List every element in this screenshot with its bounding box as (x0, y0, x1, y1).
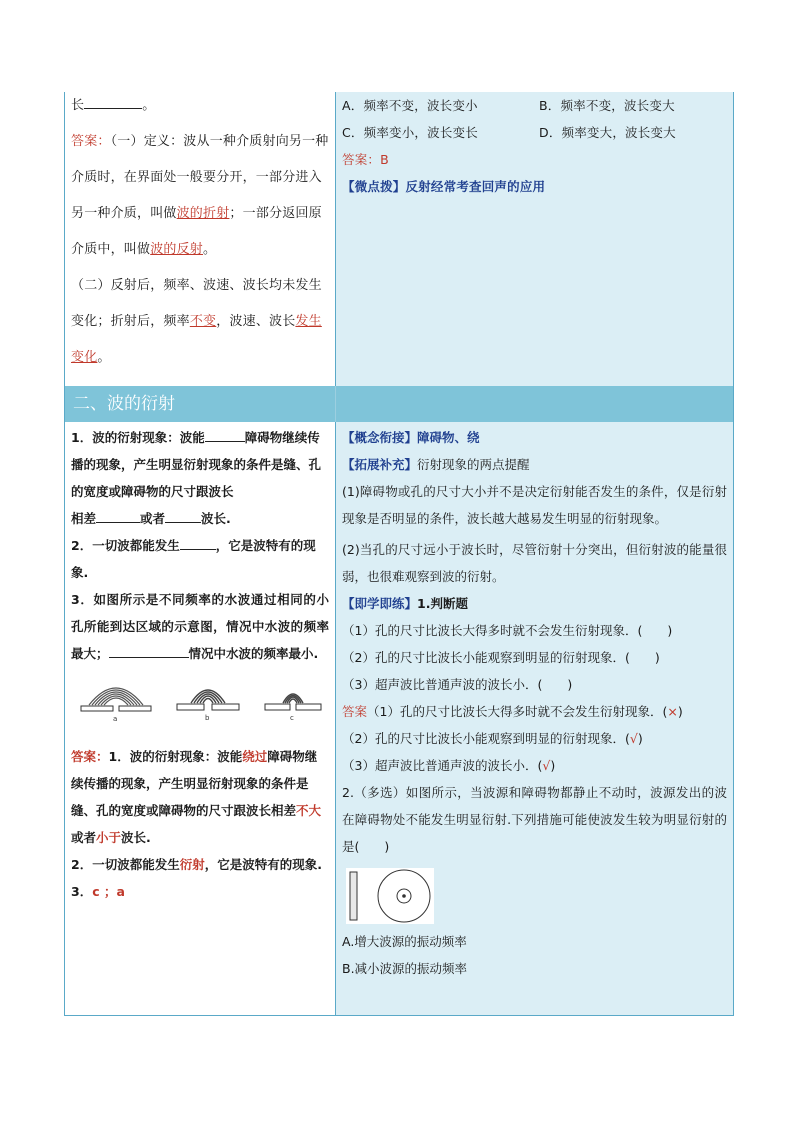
wave-figure-a (79, 673, 153, 723)
option-a: A.增大波源的振动频率 (342, 934, 467, 949)
option-row (342, 92, 727, 119)
wave-source-diagram (346, 868, 434, 924)
option-row (342, 119, 727, 146)
text: 长 (71, 98, 85, 113)
text: 障碍物继续传播的现象，产生明显衍射现象的条件是缝、孔的宽度或障碍物的尺寸跟波长 (71, 430, 322, 499)
section-title: 二、波的衍射 (73, 394, 175, 414)
text: 或者 (140, 511, 166, 526)
text: 情况中水波的频率最大； (71, 619, 329, 661)
obstacle (350, 872, 357, 920)
line-blank (71, 88, 329, 124)
answer-label: 答案： (71, 134, 111, 149)
text: 情况中水波的频率最小. (188, 646, 319, 661)
practice-title: 1.判断题 (417, 596, 468, 611)
blank (96, 508, 140, 523)
question-3 (71, 586, 329, 667)
text: （1）孔的尺寸比波长大得多时就不会发生衍射现象．( (367, 704, 668, 719)
barrier (265, 704, 290, 710)
extension-text: 衍射现象的两点提醒 (417, 457, 530, 472)
text: ) (637, 731, 643, 746)
wave-figure-c (263, 673, 323, 723)
key-term: c ；a (92, 884, 125, 899)
text: ，它是波特有的现象. (204, 857, 322, 872)
table-row (65, 92, 733, 386)
tip-tag: 【微点拨】 (342, 179, 406, 194)
text: ，它是波特有的现象. (71, 538, 316, 580)
answer-label: 答案： (71, 749, 109, 764)
concept-text: 障碍物、绕 (417, 430, 480, 445)
left-cell (65, 422, 336, 1015)
key-term: 波的折射 (176, 206, 230, 221)
text: （3）超声波比普通声波的波长小．( (342, 758, 543, 773)
concept-tag: 【概念衔接】 (342, 430, 418, 445)
text: 2．一切波都能发生 (71, 538, 180, 553)
section-header-row (65, 386, 733, 422)
wave-arc (289, 699, 297, 703)
tip-text: 反射经常考查回声的应用 (405, 179, 546, 194)
judge-answer-3 (342, 752, 727, 779)
extension-point-1: (1)障碍物或孔的尺寸大小并不是决定衍射能否发生的条件，仅是衍射现象是否明显的条件，波长越大越易发生明显的衍射现象。 (342, 484, 727, 526)
right-cell (336, 92, 733, 386)
text: 1．波的衍射现象：波能 (108, 749, 243, 764)
question-2 (71, 532, 329, 586)
text: 3．如图所示是不同频率的水波通过相同的小孔所能到达区域的示意图， (71, 592, 329, 634)
table-row (65, 422, 733, 1015)
blank (84, 94, 142, 109)
wave-figure-b (175, 673, 241, 723)
answer-mark: × (667, 704, 678, 719)
barrier (212, 704, 239, 710)
key-term: 波的反射 (150, 242, 204, 257)
concept-link (342, 424, 727, 451)
text: 波长. (121, 830, 151, 845)
option-a: A．频率不变，波长变小 (342, 98, 478, 113)
text: 。 (142, 98, 156, 113)
barrier (177, 704, 204, 710)
judge-answer-2 (342, 725, 727, 752)
right-cell (336, 422, 733, 1015)
text: ，波速、波长 (216, 314, 296, 329)
wave-source-dot (402, 894, 406, 898)
key-term: 不变 (189, 314, 217, 329)
barrier (119, 706, 151, 711)
extension (342, 451, 727, 478)
blank (109, 643, 189, 658)
key-term: 衍射 (179, 857, 205, 872)
judge-answer-1 (342, 698, 727, 725)
answer-label: 答案 (342, 704, 368, 719)
figure-label: c (290, 714, 294, 722)
figure-label: b (205, 714, 210, 722)
answer-1 (71, 743, 329, 851)
text: （二）反射后，频率、波速、波长均未发生变化；折射后，频率 (71, 278, 322, 329)
answer-2 (71, 851, 329, 878)
section-header (65, 386, 336, 422)
answer-mark: √ (542, 758, 551, 773)
text: 3． (71, 884, 93, 899)
blank (180, 535, 216, 550)
text: 或者 (71, 830, 97, 845)
extension-tag: 【拓展补充】 (342, 457, 418, 472)
text: 。 (97, 350, 111, 365)
answer: 答案：B (342, 152, 389, 167)
practice (342, 590, 727, 617)
option-b: B．频率不变，波长变大 (539, 98, 675, 113)
option-b: B.减小波源的振动频率 (342, 961, 468, 976)
text: （一）定义：波从一种介质射向另一种介质时，在界面处一般要分开，一部分进入另一种介质，叫做 (71, 134, 329, 221)
text: 相差 (71, 511, 97, 526)
text: ；一部分返回原介质中，叫做 (71, 206, 322, 257)
key-term: 绕过 (242, 749, 268, 764)
question-2: 2.（多选）如图所示，当波源和障碍物都静止不动时，波源发出的波在障碍物处不能发生明显衍射.下列措施可能使波发生较为明显衍射的是( ) (342, 785, 727, 854)
content-table (64, 92, 734, 1016)
figure-label: a (113, 715, 118, 723)
text: 。 (203, 242, 217, 257)
text: 1．波的衍射现象：波能 (71, 430, 205, 445)
change-block (71, 268, 329, 376)
option-d: D．频率变大，波长变大 (539, 125, 676, 140)
judge-item: （2）孔的尺寸比波长小能观察到明显的衍射现象．( ) (342, 650, 660, 665)
judge-item: （1）孔的尺寸比波长大得多时就不会发生衍射现象．( ) (342, 623, 673, 638)
left-cell (65, 92, 336, 386)
judge-item: （3）超声波比普通声波的波长小．( ) (342, 677, 573, 692)
answer-3 (71, 878, 329, 905)
wave-source-figure (346, 868, 434, 924)
diffraction-figure (71, 667, 329, 729)
text: （2）孔的尺寸比波长小能观察到明显的衍射现象．( (342, 731, 630, 746)
text: 障碍物继续传播的现象，产生明显衍射现象的条件是缝、孔的宽度或障碍物的尺寸跟波长相差 (71, 749, 318, 818)
option-c: C．频率变小，波长变长 (342, 125, 478, 140)
section-header-right (336, 386, 733, 422)
key-term: 小于 (96, 830, 122, 845)
key-term: 不大 (296, 803, 322, 818)
question-1 (71, 424, 329, 532)
text: ) (677, 704, 683, 719)
answer-mark: √ (629, 731, 638, 746)
text: 波长. (201, 511, 231, 526)
barrier (81, 706, 113, 711)
extension-point-2: (2)当孔的尺寸远小于波长时，尽管衍射十分突出，但衍射波的能量很弱，也很难观察到波的衍射。 (342, 542, 727, 584)
text: 2．一切波都能发生 (71, 857, 180, 872)
key-term: 发生变化 (71, 314, 322, 365)
barrier (296, 704, 321, 710)
tip (342, 173, 727, 200)
answer-block (71, 124, 329, 268)
wave-arc (203, 699, 213, 704)
blank (165, 508, 201, 523)
blank (205, 427, 245, 442)
text: ) (550, 758, 556, 773)
practice-tag: 【即学即练】 (342, 596, 418, 611)
